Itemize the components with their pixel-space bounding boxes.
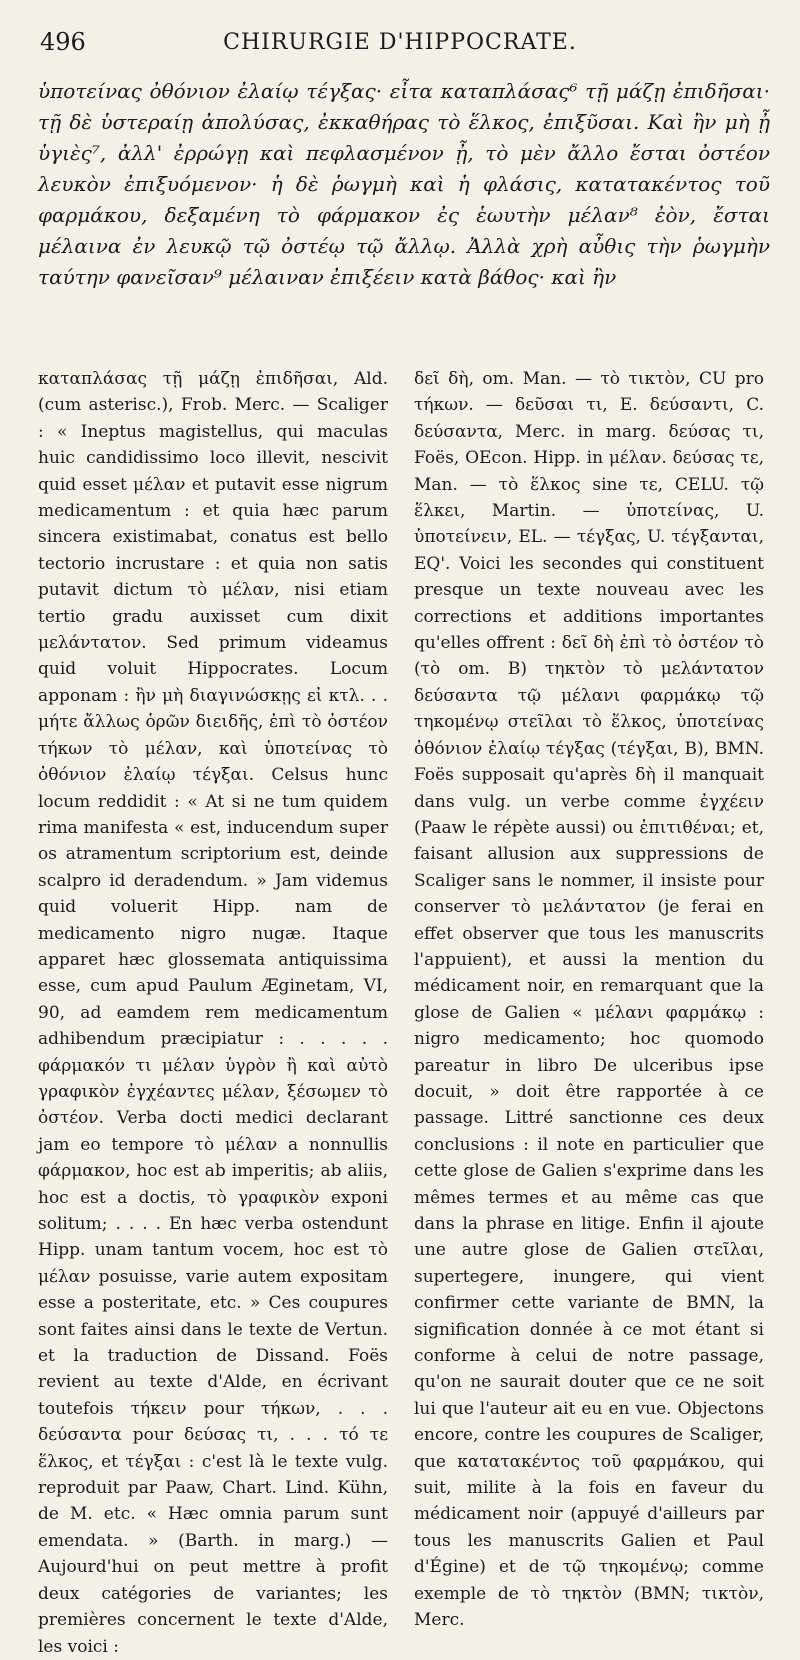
note-left-text: καταπλάσας τῇ μάζῃ ἐπιδῆσαι, Ald. (cum asterisc.), Frob. Merc. — Scaliger : « Ineptus magistellus, qui maculas huic candidissimo loco illevit, nescivit quid esset μέλαν et putavit esse nigrum medicamentum : et quia hæc parum sincera existimabat, conatus est bello tectorio incrustare : et quia non satis putavit dictum τὸ μέλαν, nisi etiam tertio gradu auxisset cum dixit μελάντατον. Sed primum videamus quid voluit Hippocrates. Locum apponam : ἢν μὴ διαγινώσκῃς εἰ κτλ. . . μήτε ἄλλως ὁρῶν διειδῆς, ἐπὶ τὸ ὀστέον τήκων τὸ μέλαν, καὶ ὑποτείνας τὸ ὀθόνιον ἐλαίῳ τέγξαι. Celsus hunc locum reddidit : « At si ne tum quidem rima manifesta « est, inducendum super os atramentum scriptorium est, deinde scalpro id deradendum. » Jam videmus quid voluerit Hipp. nam de medicamento nigro nugæ. Itaque apparet hæc glossemata antiquissima esse, cum apud Paulum Æginetam, VI, 90, ad eamdem rem medicamentum adhibendum præcipiatur : . . . . . φάρμακόν τι μέλαν ὑγρὸν ἢ καὶ αὐτὸ γραφικὸν ἐγχέαντες μέλαν, ξέσωμεν τὸ ὀστέον. Verba docti medici declarant jam eo tempore τὸ μέλαν a nonnullis φάρμακον, hoc est ab imperitis; ab aliis, hoc est a doctis, τὸ γραφικὸν exponi solitum; . . . . En hæc verba ostendunt Hipp. unam tantum vocem, hoc est τὸ μέλαν posuisse, varie autem expositam esse a posteritate, etc. » Ces coupures sont faites ainsi dans le texte de Vertun. et la traduction de Dissand. Foës revient au texte d'Alde, en écrivant toutefois τήκειν pour τήκων, . . . δεύσαντα pour δεύσας τι, . . . τό τε ἕλκος, et τέγξαι : c'est là le texte vulg. reproduit par Paaw, Chart. Lind. Kühn, de M. etc. « Hæc omnia parum sunt emendata. » (Barth. in marg.) — Aujourd'hui on peut mettre à profit deux catégories de variantes; les premières concernent le texte d'Alde, les voici : xyxy=(38,369,388,1657)
notes-right-column xyxy=(414,366,764,1634)
greek-main-text xyxy=(38,76,770,293)
page-number: 496 xyxy=(40,28,86,56)
running-title: CHIRURGIE D'HIPPOCRATE. xyxy=(223,30,577,55)
notes-left-column xyxy=(38,366,388,1660)
page-header xyxy=(32,26,768,66)
main-paragraph: ὑποτείνας ὀθόνιον ἐλαίῳ τέγξας· εἶτα καταπλάσας⁶ τῇ μάζῃ ἐπιδῆσαι· τῇ δὲ ὑστεραίῃ ἀπολύσας, ἐκκαθήρας τὸ ἕλκος, ἐπιξῦσαι. Καὶ ἢν μὴ ᾖ ὑγιὲς⁷, ἀλλ' ἐρρώγῃ καὶ πεφλασμένον ᾖ, τὸ μὲν ἄλλο ἔσται ὀστέον λευκὸν ἐπιξυόμενον· ἡ δὲ ῥωγμὴ καὶ ἡ φλάσις, κατατακέντος τοῦ φαρμάκου, δεξαμένη τὸ φάρμακον ἐς ἑωυτὴν μέλαν⁸ ἐὸν, ἔσται μέλαινα ἐν λευκῷ τῷ ὀστέῳ τῷ ἄλλῳ. Ἀλλὰ χρὴ αὖθις τὴν ῥωγμὴν ταύτην φανεῖσαν⁹ μέλαιναν ἐπιξέειν κατὰ βάθος· καὶ ἢν xyxy=(38,79,770,289)
note-right-text: δεῖ δὴ, om. Man. — τὸ τικτὸν, CU pro τήκων. — δεῦσαι τι, E. δεύσαντι, C. δεύσαντα, Merc. in marg. δεύσας τι, Foës, OEcon. Hipp. in μέλαν. δεύσας τε, Man. — τὸ ἕλκος sine τε, CELU. τῷ ἕλκει, Martin. — ὑποτείνας, U. ὑποτείνειν, EL. — τέγξας, U. τέγξανται, EQ'. Voici les secondes qui constituent presque un texte nouveau avec les corrections et additions importantes qu'elles offrent : δεῖ δὴ ἐπὶ τὸ ὀστέον τὸ (τὸ om. B) τηκτὸν τὸ μελάντατον δεύσαντα τῷ μέλανι φαρμάκῳ τῷ τηκομένῳ στεῖλαι τὸ ἕλκος, ὑποτείνας ὀθόνιον ἐλαίῳ τέγξας (τέγξαι, B), BMN. Foës supposait qu'après δὴ il manquait dans vulg. un verbe comme ἐγχέειν (Paaw le répète aussi) ou ἐπιτιθέναι; et, faisant allusion aux suppressions de Scaliger sans le nommer, il insiste pour conserver τὸ μελάντατον (je ferai en effet observer que tous les manuscrits l'appuient), et aussi la mention du médicament noir, en remarquant que la glose de Galien « μέλανι φαρμάκῳ : nigro medicamento; hoc quomodo pareatur in libro De ulceribus ipse docuit, » doit être rapportée à ce passage. Littré sanctionne ces deux conclusions : il note en particulier que cette glose de Galien s'exprime dans les mêmes termes et au même cas que dans la phrase en litige. Enfin il ajoute une autre glose de Galien στεῖλαι, supertegere, inungere, qui vient confirmer cette variante de BMN, la signification donnée à ce mot étant si conforme à celui de notre passage, qu'on ne saurait douter que ce ne soit lui que l'auteur ait eu en vue. Objectons encore, contre les coupures de Scaliger, que κατατακέντος τοῦ φαρμάκου, qui suit, milite à la fois en faveur du médicament noir (appuyé d'ailleurs par tous les manuscrits Galien et Paul d'Égine) et de τῷ τηκομένῳ; comme exemple de τὸ τηκτὸν (BMN; τικτὸν, Merc. xyxy=(414,369,764,1631)
